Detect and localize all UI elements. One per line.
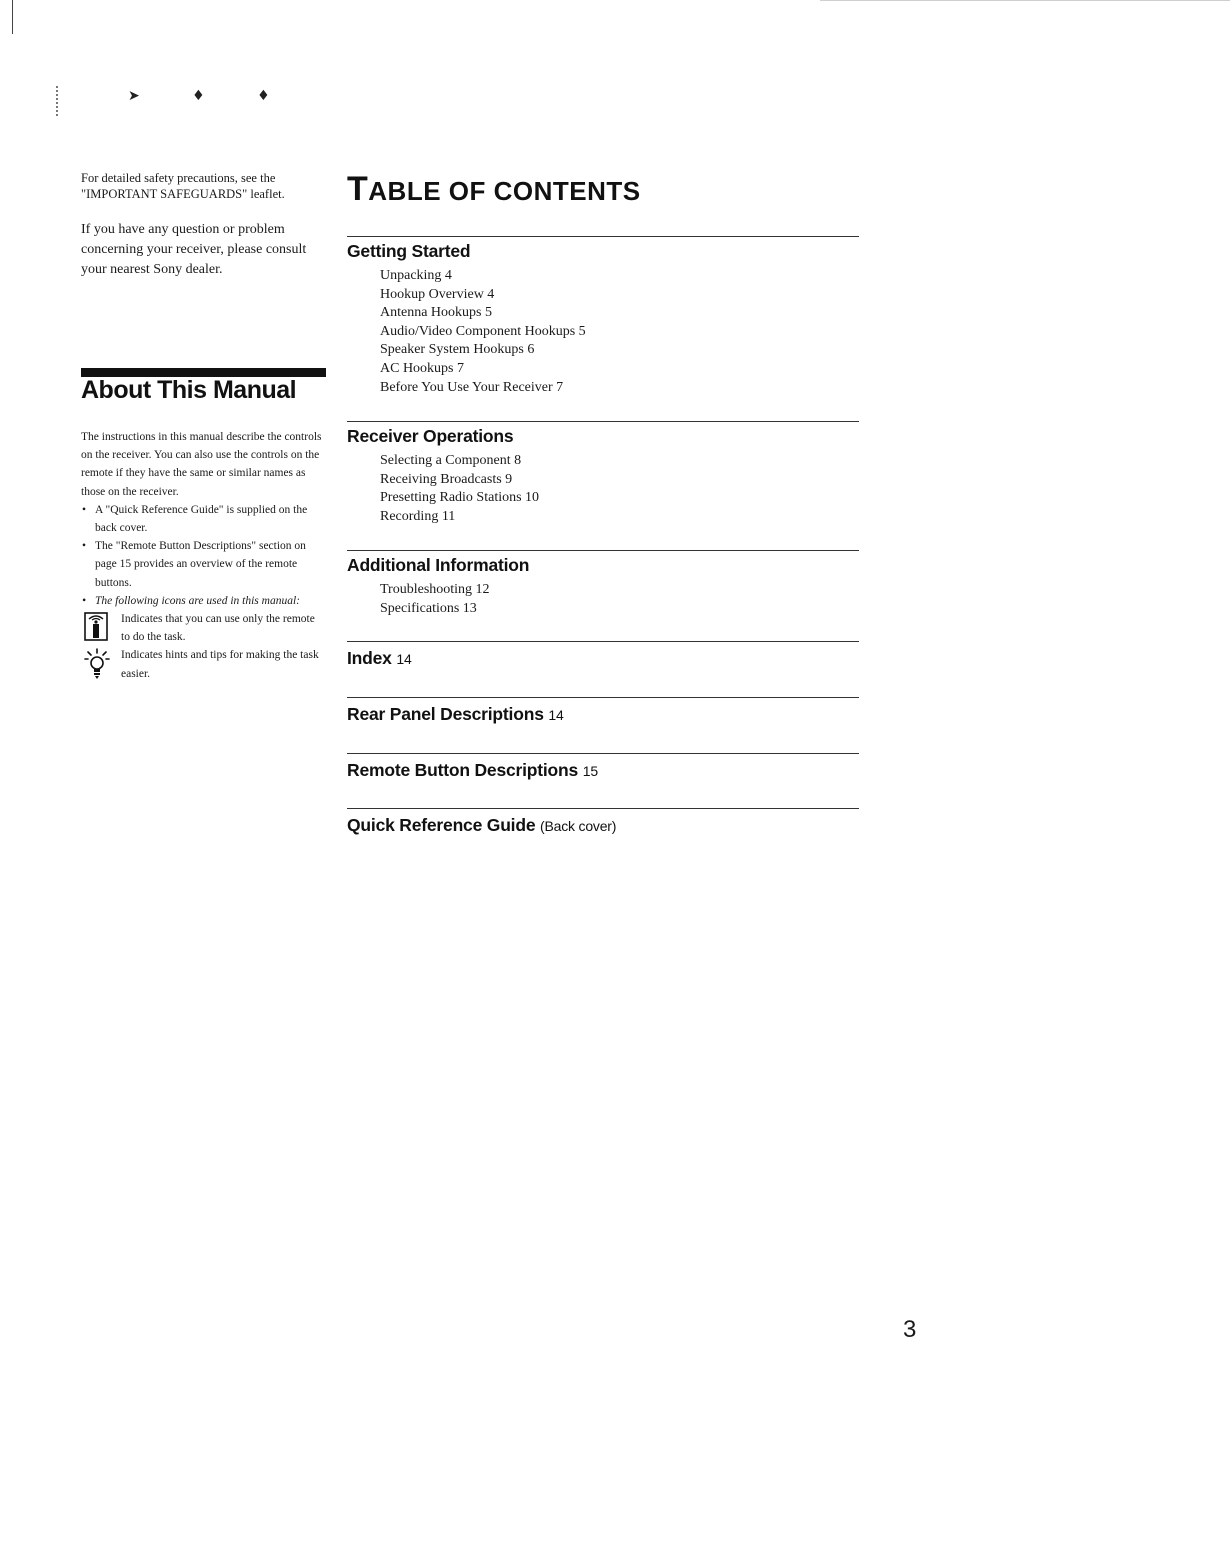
toc-entry: Speaker System Hookups 6	[380, 342, 535, 358]
toc-section-label: Quick Reference Guide	[347, 815, 536, 835]
dealer-note: If you have any question or problem concerning your receiver, please consult your nearest Sony dealer.	[81, 222, 307, 277]
toc-section-receiver-operations	[347, 421, 859, 550]
toc-section-remote-buttons	[347, 753, 859, 808]
toc-entry: Audio/Video Component Hookups 5	[380, 323, 586, 339]
list-item: • The following icons are used in this manual:	[81, 592, 326, 610]
toc-title-rest: ABLE OF CONTENTS	[368, 176, 641, 206]
icon-note-tips-text: Indicates hints and tips for making the task easier.	[121, 649, 319, 680]
toc-entry-list	[347, 581, 859, 618]
remote-icon	[84, 612, 110, 648]
toc-section-label: Index	[347, 648, 392, 668]
table-of-contents-heading	[347, 170, 641, 209]
toc-section-title	[347, 704, 859, 725]
list-item: • The "Remote Button Descriptions" section on page 15 provides an overview of the remote buttons.	[81, 537, 326, 592]
toc-title-initial: T	[347, 170, 369, 208]
toc-entry: Antenna Hookups 5	[380, 305, 492, 321]
toc-entry: Hookup Overview 4	[380, 286, 495, 302]
list-item: • A "Quick Reference Guide" is supplied on the back cover.	[81, 501, 326, 537]
scan-dotted-mark	[56, 86, 60, 116]
icon-note-remote	[81, 610, 326, 646]
scan-top-line	[820, 0, 1230, 1]
toc-section-title: Additional Information	[347, 555, 530, 575]
toc-entry: Receiving Broadcasts 9	[380, 471, 513, 487]
toc-entry: Before You Use Your Receiver 7	[380, 379, 564, 395]
safety-note: For detailed safety precautions, see the "IMPORTANT SAFEGUARDS" leaflet.	[81, 171, 285, 201]
about-manual-body	[81, 428, 326, 683]
toc-section-additional-information	[347, 550, 859, 641]
about-manual-heading: About This Manual	[81, 376, 297, 404]
toc-entry-list	[347, 267, 859, 397]
toc-section-rear-panel	[347, 697, 859, 753]
toc-entry: Selecting a Component 8	[380, 453, 522, 468]
toc-section-title	[347, 760, 859, 781]
toc-section-title: Receiver Operations	[347, 426, 514, 446]
toc-entry: AC Hookups 7	[380, 360, 465, 376]
about-bullet-list	[81, 501, 326, 610]
toc-section-note: (Back cover)	[540, 818, 617, 834]
toc-section-title: Getting Started	[347, 241, 471, 261]
icon-note-tips	[81, 646, 326, 682]
toc-entry: Recording 11	[380, 508, 456, 524]
toc-section-title	[347, 815, 859, 836]
toc-section-page: 14	[548, 707, 564, 723]
about-intro: The instructions in this manual describe the controls on the receiver. You can also use the controls on the remote if they have the same or similar names as those on the receiver.	[81, 431, 322, 498]
toc-entry: Troubleshooting 12	[380, 582, 490, 597]
page-number: 3	[903, 1316, 917, 1343]
toc-entry: Presetting Radio Stations 10	[380, 490, 540, 506]
toc-section-page: 14	[396, 651, 412, 667]
toc-section-index	[347, 641, 859, 697]
toc-section-title	[347, 648, 859, 669]
toc-section-label: Rear Panel Descriptions	[347, 704, 544, 724]
left-column	[81, 170, 326, 280]
registration-marks: ➤ ♦ ♦	[128, 88, 294, 104]
table-of-contents	[347, 236, 859, 836]
toc-entry-list	[347, 452, 859, 526]
toc-entry: Unpacking 4	[380, 268, 452, 283]
toc-section-getting-started	[347, 236, 859, 421]
toc-section-page: 15	[582, 763, 598, 779]
scan-edge-line	[12, 0, 13, 34]
toc-section-label: Remote Button Descriptions	[347, 760, 579, 780]
lightbulb-icon	[84, 648, 110, 686]
toc-section-quick-reference	[347, 808, 859, 836]
toc-entry: Specifications 13	[380, 600, 477, 616]
icon-note-remote-text: Indicates that you can use only the remote to do the task.	[121, 613, 315, 644]
